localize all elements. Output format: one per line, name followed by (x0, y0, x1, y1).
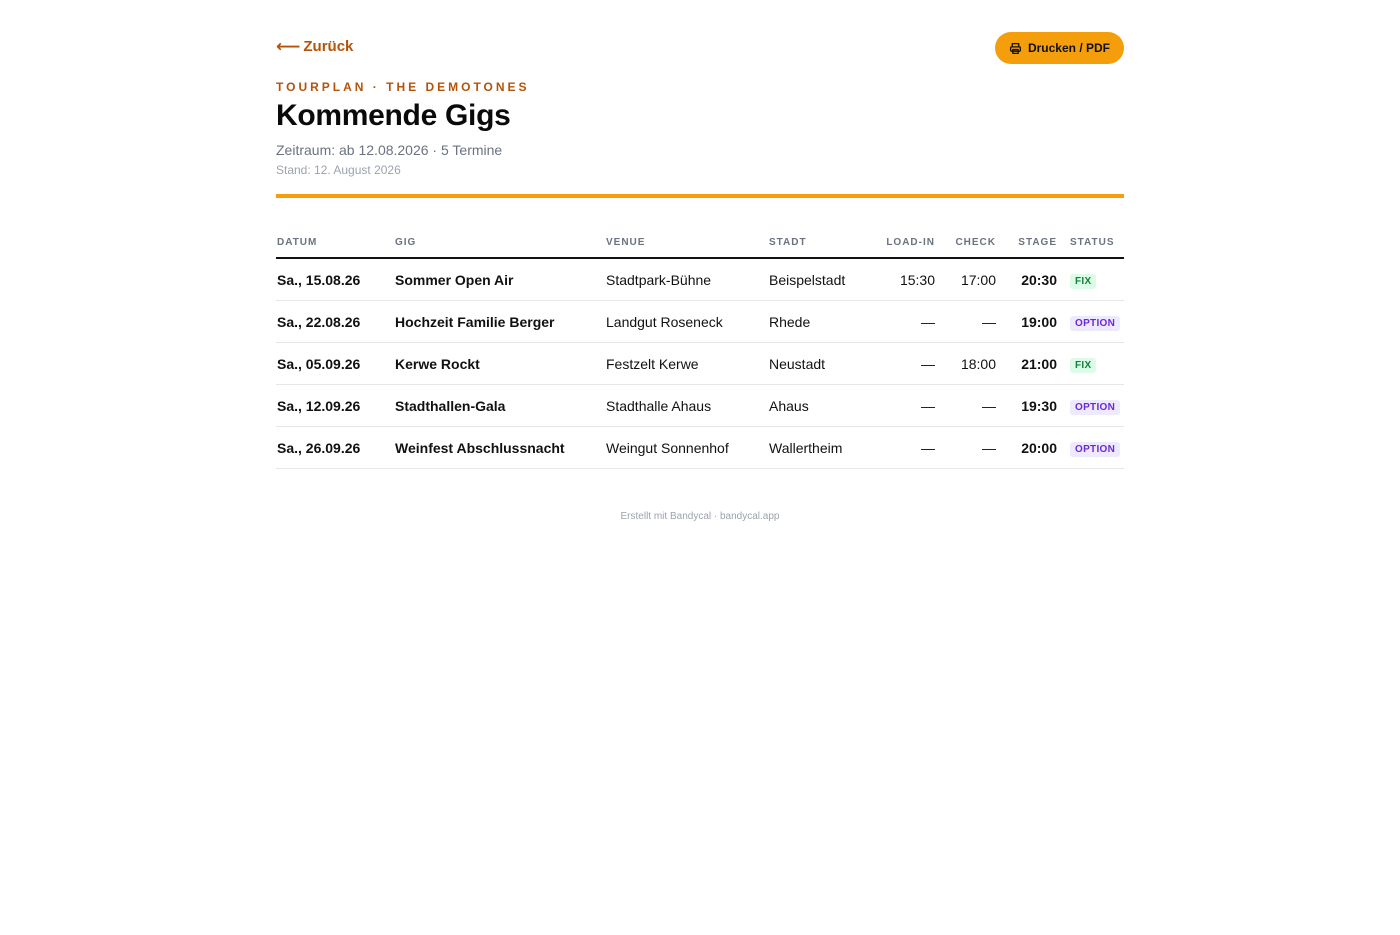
gig-date: Sa., 22.08.26 (276, 301, 394, 343)
gig-load-in: — (874, 427, 935, 469)
gig-load-in: 15:30 (874, 258, 935, 301)
gig-status-cell (1057, 258, 1124, 301)
arrow-left-icon: ⟵ (276, 37, 301, 56)
status-badge: OPTION (1070, 316, 1120, 331)
period-summary: Zeitraum: ab 12.08.2026 · 5 Termine (276, 142, 503, 158)
column-header-stage: STAGE (996, 228, 1057, 258)
gig-load-in: — (874, 343, 935, 385)
gig-status-cell (1057, 343, 1124, 385)
gig-stage-time: 21:00 (996, 343, 1057, 385)
table-row (276, 258, 1124, 301)
tourplan-page (276, 0, 1124, 522)
printer-icon (1009, 42, 1022, 55)
table-row (276, 427, 1124, 469)
gig-name: Weinfest Abschlussnacht (394, 427, 605, 469)
gig-venue: Stadthalle Ahaus (605, 385, 768, 427)
gig-load-in: — (874, 385, 935, 427)
back-link[interactable] (276, 38, 353, 55)
gig-check: 18:00 (935, 343, 996, 385)
column-header-status: STATUS (1057, 228, 1124, 258)
gig-load-in: — (874, 301, 935, 343)
gig-status-cell (1057, 427, 1124, 469)
table-row (276, 301, 1124, 343)
as-of-date: Stand: 12. August 2026 (276, 163, 401, 177)
gig-city: Ahaus (768, 385, 874, 427)
gig-venue: Weingut Sonnenhof (605, 427, 768, 469)
gig-venue: Festzelt Kerwe (605, 343, 768, 385)
gig-name: Hochzeit Familie Berger (394, 301, 605, 343)
gig-check: 17:00 (935, 258, 996, 301)
footer-credit: Erstellt mit Bandycal · bandycal.app (620, 511, 780, 522)
page-title: Kommende Gigs (276, 99, 511, 132)
gig-venue: Stadtpark-Bühne (605, 258, 768, 301)
gig-venue: Landgut Roseneck (605, 301, 768, 343)
column-header-venue: VENUE (605, 228, 768, 258)
table-row (276, 343, 1124, 385)
column-header-datum: DATUM (276, 228, 394, 258)
gig-stage-time: 20:00 (996, 427, 1057, 469)
table-row (276, 385, 1124, 427)
gig-status-cell (1057, 385, 1124, 427)
accent-divider (276, 194, 1124, 198)
gig-date: Sa., 12.09.26 (276, 385, 394, 427)
back-label: Zurück (303, 38, 354, 55)
gig-name: Sommer Open Air (394, 258, 605, 301)
gigs-table (276, 228, 1124, 469)
page-eyebrow: TOURPLAN · THE DEMOTONES (276, 80, 530, 94)
column-header-stadt: STADT (768, 228, 874, 258)
gig-name: Stadthallen-Gala (394, 385, 605, 427)
print-button-label: Drucken / PDF (1027, 41, 1110, 55)
status-badge: OPTION (1070, 400, 1120, 415)
status-badge: OPTION (1070, 442, 1120, 457)
table-header-row (276, 228, 1124, 258)
gig-date: Sa., 26.09.26 (276, 427, 394, 469)
gig-stage-time: 19:00 (996, 301, 1057, 343)
status-badge: FIX (1070, 358, 1096, 373)
gig-status-cell (1057, 301, 1124, 343)
gig-check: — (935, 385, 996, 427)
gig-stage-time: 20:30 (996, 258, 1057, 301)
column-header-gig: GIG (394, 228, 605, 258)
gig-city: Wallertheim (768, 427, 874, 469)
gig-date: Sa., 15.08.26 (276, 258, 394, 301)
gig-check: — (935, 301, 996, 343)
gig-city: Beispelstadt (768, 258, 874, 301)
gig-check: — (935, 427, 996, 469)
gig-date: Sa., 05.09.26 (276, 343, 394, 385)
gig-name: Kerwe Rockt (394, 343, 605, 385)
gig-city: Rhede (768, 301, 874, 343)
column-header-load-in: LOAD-IN (874, 228, 935, 258)
status-badge: FIX (1070, 274, 1096, 289)
gig-stage-time: 19:30 (996, 385, 1057, 427)
gig-city: Neustadt (768, 343, 874, 385)
print-pdf-button[interactable] (995, 32, 1124, 64)
column-header-check: CHECK (935, 228, 996, 258)
